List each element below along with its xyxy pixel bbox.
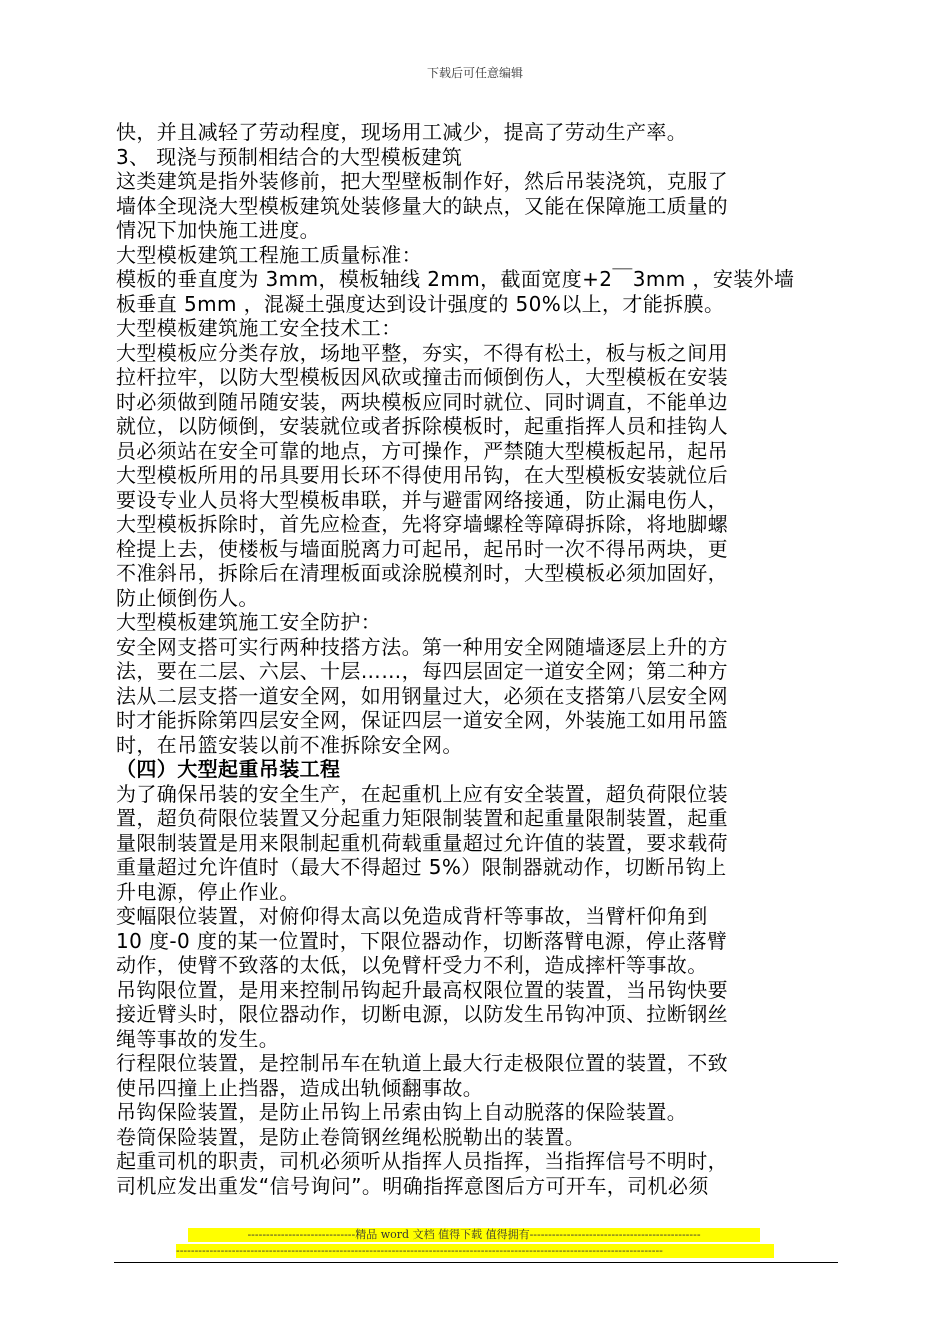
subheading-safety-protection: 大型模板建筑施工安全防护： (116, 610, 382, 634)
text-line: 时才能拆除第四层安全网，保证四层一道安全网，外装施工如用吊篮 (116, 708, 728, 732)
text-line: 快，并且减轻了劳动程度，现场用工减少，提高了劳动生产率。 (116, 120, 688, 144)
text-line: 变幅限位装置，对俯仰得太高以免造成背杆等事故，当臂杆仰角到 (116, 904, 708, 928)
text-line: 安全网支搭可实行两种技搭方法。第一种用安全网随墙逐层上升的方 (116, 634, 728, 659)
footer-rule (114, 1262, 838, 1263)
text-line: 司机应发出重发“信号询问”。明确指挥意图后方可开车，司机必须 (116, 1173, 709, 1198)
text-line: 大型模板拆除时，首先应检查，先将穿墙螺栓等障碍拆除，将地脚螺 (116, 512, 728, 536)
page-header: 下载后可任意编辑 (426, 66, 523, 80)
text-line: 法，要在二层、六层、十层……，每四层固定一道安全网；第二种方 (116, 659, 728, 683)
text-line: 防止倾倒伤人。 (116, 585, 259, 610)
section-heading: 3、 现浇与预制相结合的大型模板建筑 (116, 144, 463, 169)
text-line: 接近臂头时，限位器动作，切断电源，以防发生吊钩冲顶、拉断钢丝 (116, 1002, 728, 1026)
footer-dashes: ----------------------------------------------------------------------------------------------------------------------------------- (176, 1244, 774, 1258)
text-line: 重量超过允许值时（最大不得超过 5%）限制器就动作，切断吊钩上 (116, 855, 727, 879)
subheading-safety-technique: 大型模板建筑施工安全技术工： (116, 316, 402, 340)
text-line: 量限制装置是用来限制起重机荷载重量超过允许值的装置，要求载荷 (116, 830, 728, 855)
document-body (116, 120, 846, 1198)
text-line: 法从二层支搭一道安全网，如用钢量过大，必须在支搭第八层安全网 (116, 683, 728, 708)
text-line: 就位，以防倾倒，安装就位或者拆除模板时，起重指挥人员和挂钩人 (116, 414, 728, 438)
text-line: 情况下加快施工进度。 (116, 218, 320, 242)
text-line: 10 度-0 度的某一位置时，下限位器动作，切断落臂电源，停止落臂 (116, 928, 728, 953)
text-line: 卷筒保险装置，是防止卷筒钢丝绳松脱勒出的装置。 (116, 1124, 586, 1149)
text-line: 升电源，停止作业。 (116, 879, 300, 904)
text-line: 起重司机的职责，司机必须听从指挥人员指挥，当指挥信号不明时， (116, 1149, 728, 1173)
text-line: 员必须站在安全可靠的地点，方可操作，严禁随大型模板起吊，起吊 (116, 438, 728, 463)
text-line: 置，超负荷限位装置又分起重力矩限制装置和起重量限制装置，起重 (116, 806, 728, 830)
text-line: 大型模板所用的吊具要用长环不得使用吊钩，在大型模板安装就位后 (116, 463, 728, 487)
text-line: 吊钩限位置，是用来控制吊钩起升最高权限位置的装置，当吊钩快要 (116, 977, 728, 1002)
subheading-quality-standard: 大型模板建筑工程施工质量标准： (116, 242, 422, 267)
text-line: 行程限位装置，是控制吊车在轨道上最大行走极限位置的装置，不致 (116, 1051, 728, 1075)
text-line: 拉杆拉牢，以防大型模板因风砍或撞击而倾倒伤人，大型模板在安装 (116, 365, 728, 389)
text-line: 板垂直 5mm ，混凝土强度达到设计强度的 50%以上，才能拆膜。 (116, 291, 725, 316)
text-line: 使吊四撞上止挡器，造成出轨倾翻事故。 (116, 1075, 484, 1100)
text-line: 墙体全现浇大型模板建筑处装修量大的缺点，又能在保障施工质量的 (116, 193, 728, 218)
text-line: 时必须做到随吊随安装，两块模板应同时就位、同时调直，不能单边 (116, 389, 728, 414)
text-line: 这类建筑是指外装修前，把大型壁板制作好，然后吊装浇筑，克服了 (116, 169, 728, 193)
footer-banner: -----------------------------精品 word 文档 值得下载 值得拥有---------------------------------------------- (188, 1228, 760, 1242)
text-line: 不准斜吊，拆除后在清理板面或涂脱模剂时，大型模板必须加固好， (116, 561, 728, 585)
text-line: 大型模板应分类存放，场地平整，夯实，不得有松土，板与板之间用 (116, 340, 728, 365)
text-line: 吊钩保险装置，是防止吊钩上吊索由钩上自动脱落的保险装置。 (116, 1100, 688, 1124)
text-line: 模板的垂直度为 3mm，模板轴线 2mm，截面宽度+2￣3mm ，安装外墙 (116, 267, 795, 291)
text-line: 动作，使臂不致落的太低，以免臂杆受力不利，造成摔杆等事故。 (116, 953, 708, 977)
text-line: 绳等事故的发生。 (116, 1026, 280, 1051)
text-line: 要设专业人员将大型模板串联，并与避雷网络接通，防止漏电伤人， (116, 487, 728, 512)
text-line: 时，在吊篮安装以前不准拆除安全网。 (116, 732, 463, 757)
text-line: 栓提上去，使楼板与墙面脱离力可起吊，起吊时一次不得吊两块，更 (116, 536, 728, 561)
text-line: 为了确保吊装的安全生产，在起重机上应有安全装置，超负荷限位装 (116, 781, 728, 806)
section-heading-four: （四）大型起重吊装工程 (116, 757, 341, 781)
